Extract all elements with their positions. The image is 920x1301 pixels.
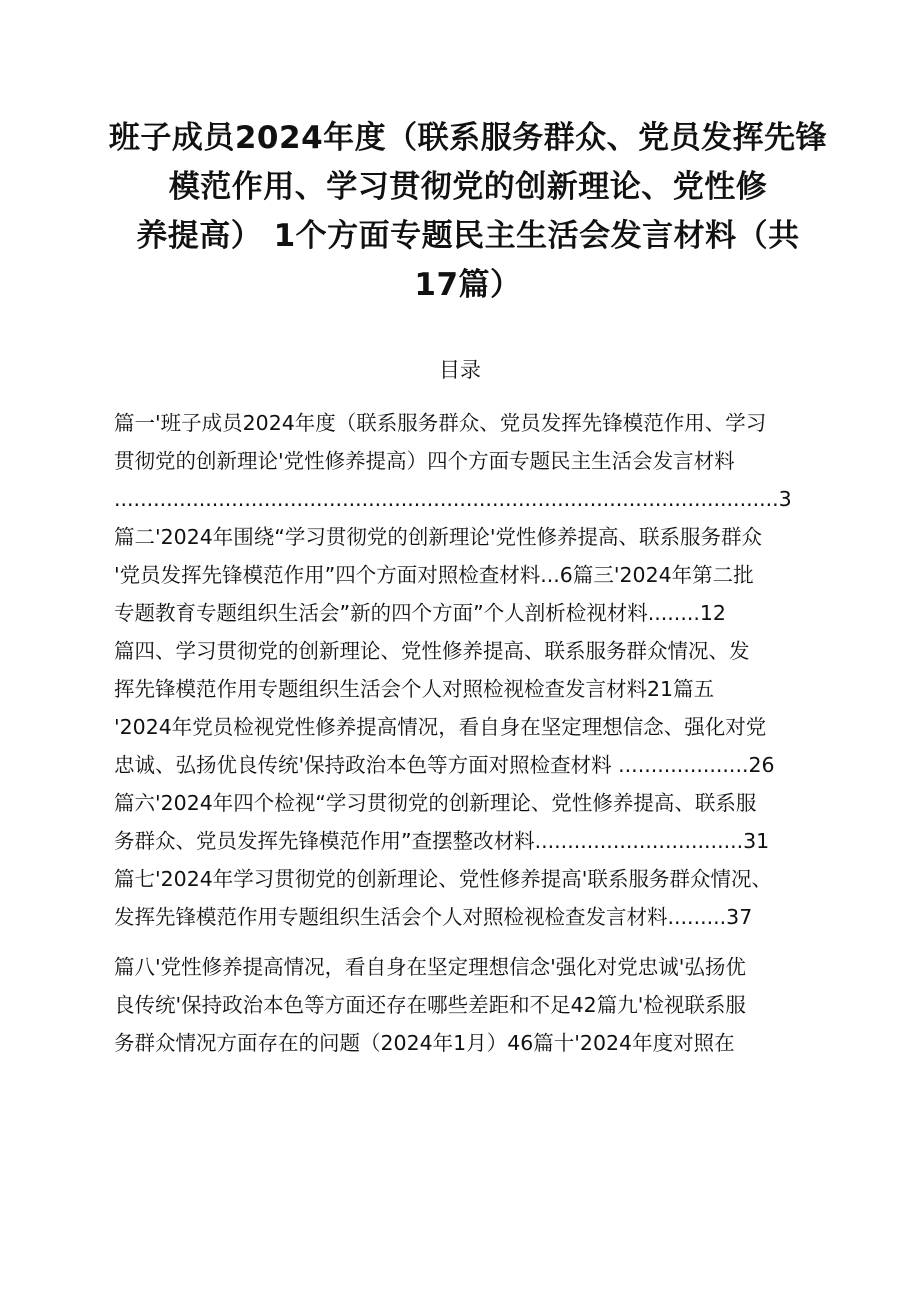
- toc-line: 发挥先锋模范作用专题组织生活会个人对照检视检查发言材料.........37: [114, 905, 753, 929]
- toc-line: 篇四、学习贯彻党的创新理论、党性修养提高、联系服务群众情况、发: [114, 639, 750, 663]
- title-line: 养提高） 1个方面专题民主生活会发言材料（共: [136, 218, 800, 254]
- toc-line: '2024年党员检视党性修养提高情况，看自身在坚定理想信念、强化对党: [114, 715, 767, 739]
- toc-line: 务群众情况方面存在的问题（2024年1月）46篇十'2024年度对照在: [114, 1031, 735, 1055]
- toc-line: 篇六'2024年四个检视“学习贯彻党的创新理论、党性修养提高、联系服: [114, 791, 757, 815]
- document-title: [108, 114, 828, 310]
- toc-line: '党员发挥先锋模范作用”四个方面对照检查材料...6篇三'2024年第二批: [114, 563, 754, 587]
- toc-line: 篇八'党性修养提高情况，看自身在坚定理想信念'强化对党忠诚'弘扬优: [114, 955, 746, 979]
- title-line: 模范作用、学习贯彻党的创新理论、党性修: [168, 169, 768, 205]
- toc-line: 贯彻党的创新理论'党性修养提高）四个方面专题民主生活会发言材料: [114, 449, 735, 473]
- title-line: 班子成员2024年度（联系服务群众、党员发挥先锋: [108, 120, 828, 156]
- toc-line: 挥先锋模范作用专题组织生活会个人对照检视检查发言材料21篇五: [114, 677, 715, 701]
- toc-line: 忠诚、弘扬优良传统'保持政治本色等方面对照检查材料 ....................26: [114, 753, 775, 777]
- toc-heading: 目录: [439, 358, 481, 382]
- toc-line: 良传统'保持政治本色等方面还存在哪些差距和不足42篇九'检视联系服: [114, 993, 746, 1017]
- title-line: 17篇）: [414, 267, 522, 303]
- toc-line: 篇二'2024年围绕“学习贯彻党的创新理论'党性修养提高、联系服务群众: [114, 525, 763, 549]
- toc-line: 篇一'班子成员2024年度（联系服务群众、党员发挥先锋模范作用、学习: [114, 411, 767, 435]
- toc-line: 篇七'2024年学习贯彻党的创新理论、党性修养提高'联系服务群众情况、: [114, 867, 772, 891]
- toc-line: 专题教育专题组织生活会”新的四个方面”个人剖析检视材料........12: [114, 601, 726, 625]
- table-of-contents: [114, 404, 844, 1062]
- toc-line: ......................................................................................................3: [114, 487, 792, 511]
- toc-line: 务群众、党员发挥先锋模范作用”查摆整改材料................................31: [114, 829, 770, 853]
